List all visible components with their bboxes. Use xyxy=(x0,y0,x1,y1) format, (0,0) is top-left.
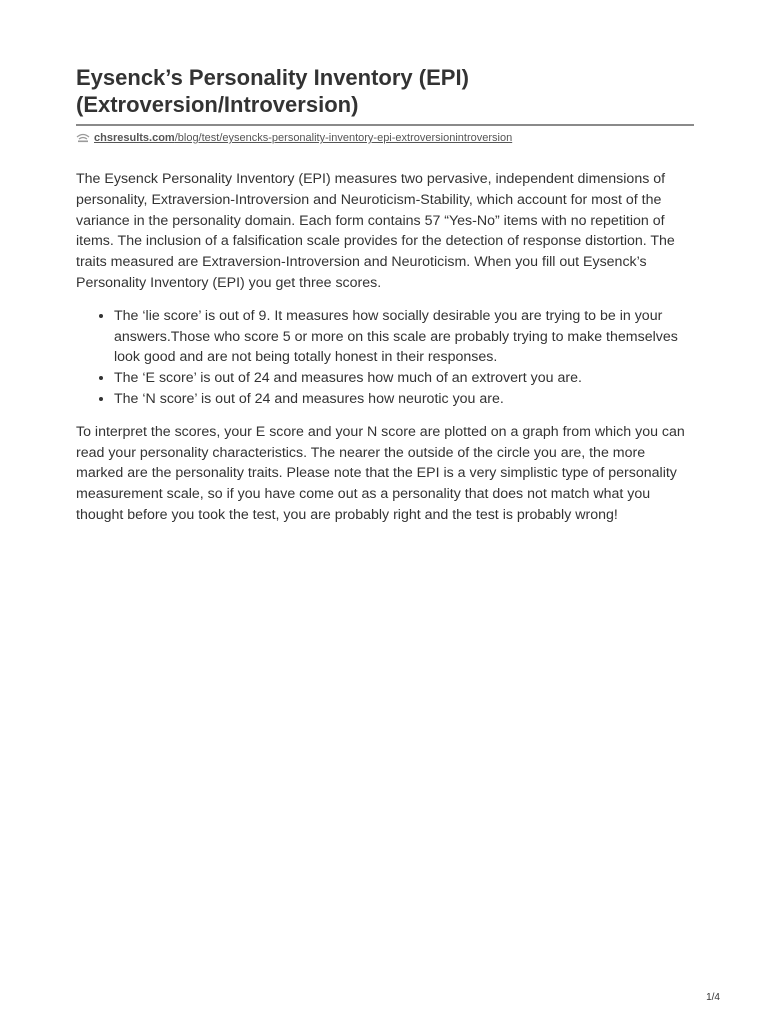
source-path: /blog/test/eysencks-personality-inventory-epi-extroversionintroversion xyxy=(174,132,513,144)
link-icon xyxy=(76,133,90,143)
score-list xyxy=(76,306,694,410)
title-line-1: Eysenck’s Personality Inventory (EPI) xyxy=(76,65,469,90)
list-item-lie-score: • The ‘lie score’ is out of 9. It measures how socially desirable you are trying to be in your answers.Those who score 5 or more on this scale are probably trying to make themselves look good and are not being totally honest in their responses. xyxy=(114,306,694,368)
title-line-2: (Extroversion/Introversion) xyxy=(76,92,359,117)
page-number: 1/4 xyxy=(706,992,720,1003)
source-row xyxy=(76,124,694,145)
list-item-n-score: • The ‘N score’ is out of 24 and measures how neurotic you are. xyxy=(114,389,694,410)
document-page xyxy=(76,64,694,526)
source-url-link[interactable] xyxy=(94,131,512,145)
list-item-e-score: • The ‘E score’ is out of 24 and measures how much of an extrovert you are. xyxy=(114,368,694,389)
page-title xyxy=(76,64,694,118)
source-domain: chsresults.com xyxy=(94,132,175,144)
intro-paragraph: The Eysenck Personality Inventory (EPI) measures two pervasive, independent dimensions of personality, Extraversion-Introversion and Neuroticism-Stability, which account for most of the variance in the personality domain. Each form contains 57 “Yes-No” items with no repetition of items. The inclusion of a falsification scale provides for the detection of response distortion. The traits measured are Extraversion-Introversion and Neuroticism. When you fill out Eysenck’s Personality Inventory (EPI) you get three scores. xyxy=(76,171,675,291)
closing-paragraph: To interpret the scores, your E score and your N score are plotted on a graph from which you can read your personality characteristics. The nearer the outside of the circle you are, the more marked are the personality traits. Please note that the EPI is a very simplistic type of personality measurement scale, so if you have come out as a personality that does not match what you thought before you took the test, you are probably right and the test is probably wrong! xyxy=(76,423,685,523)
